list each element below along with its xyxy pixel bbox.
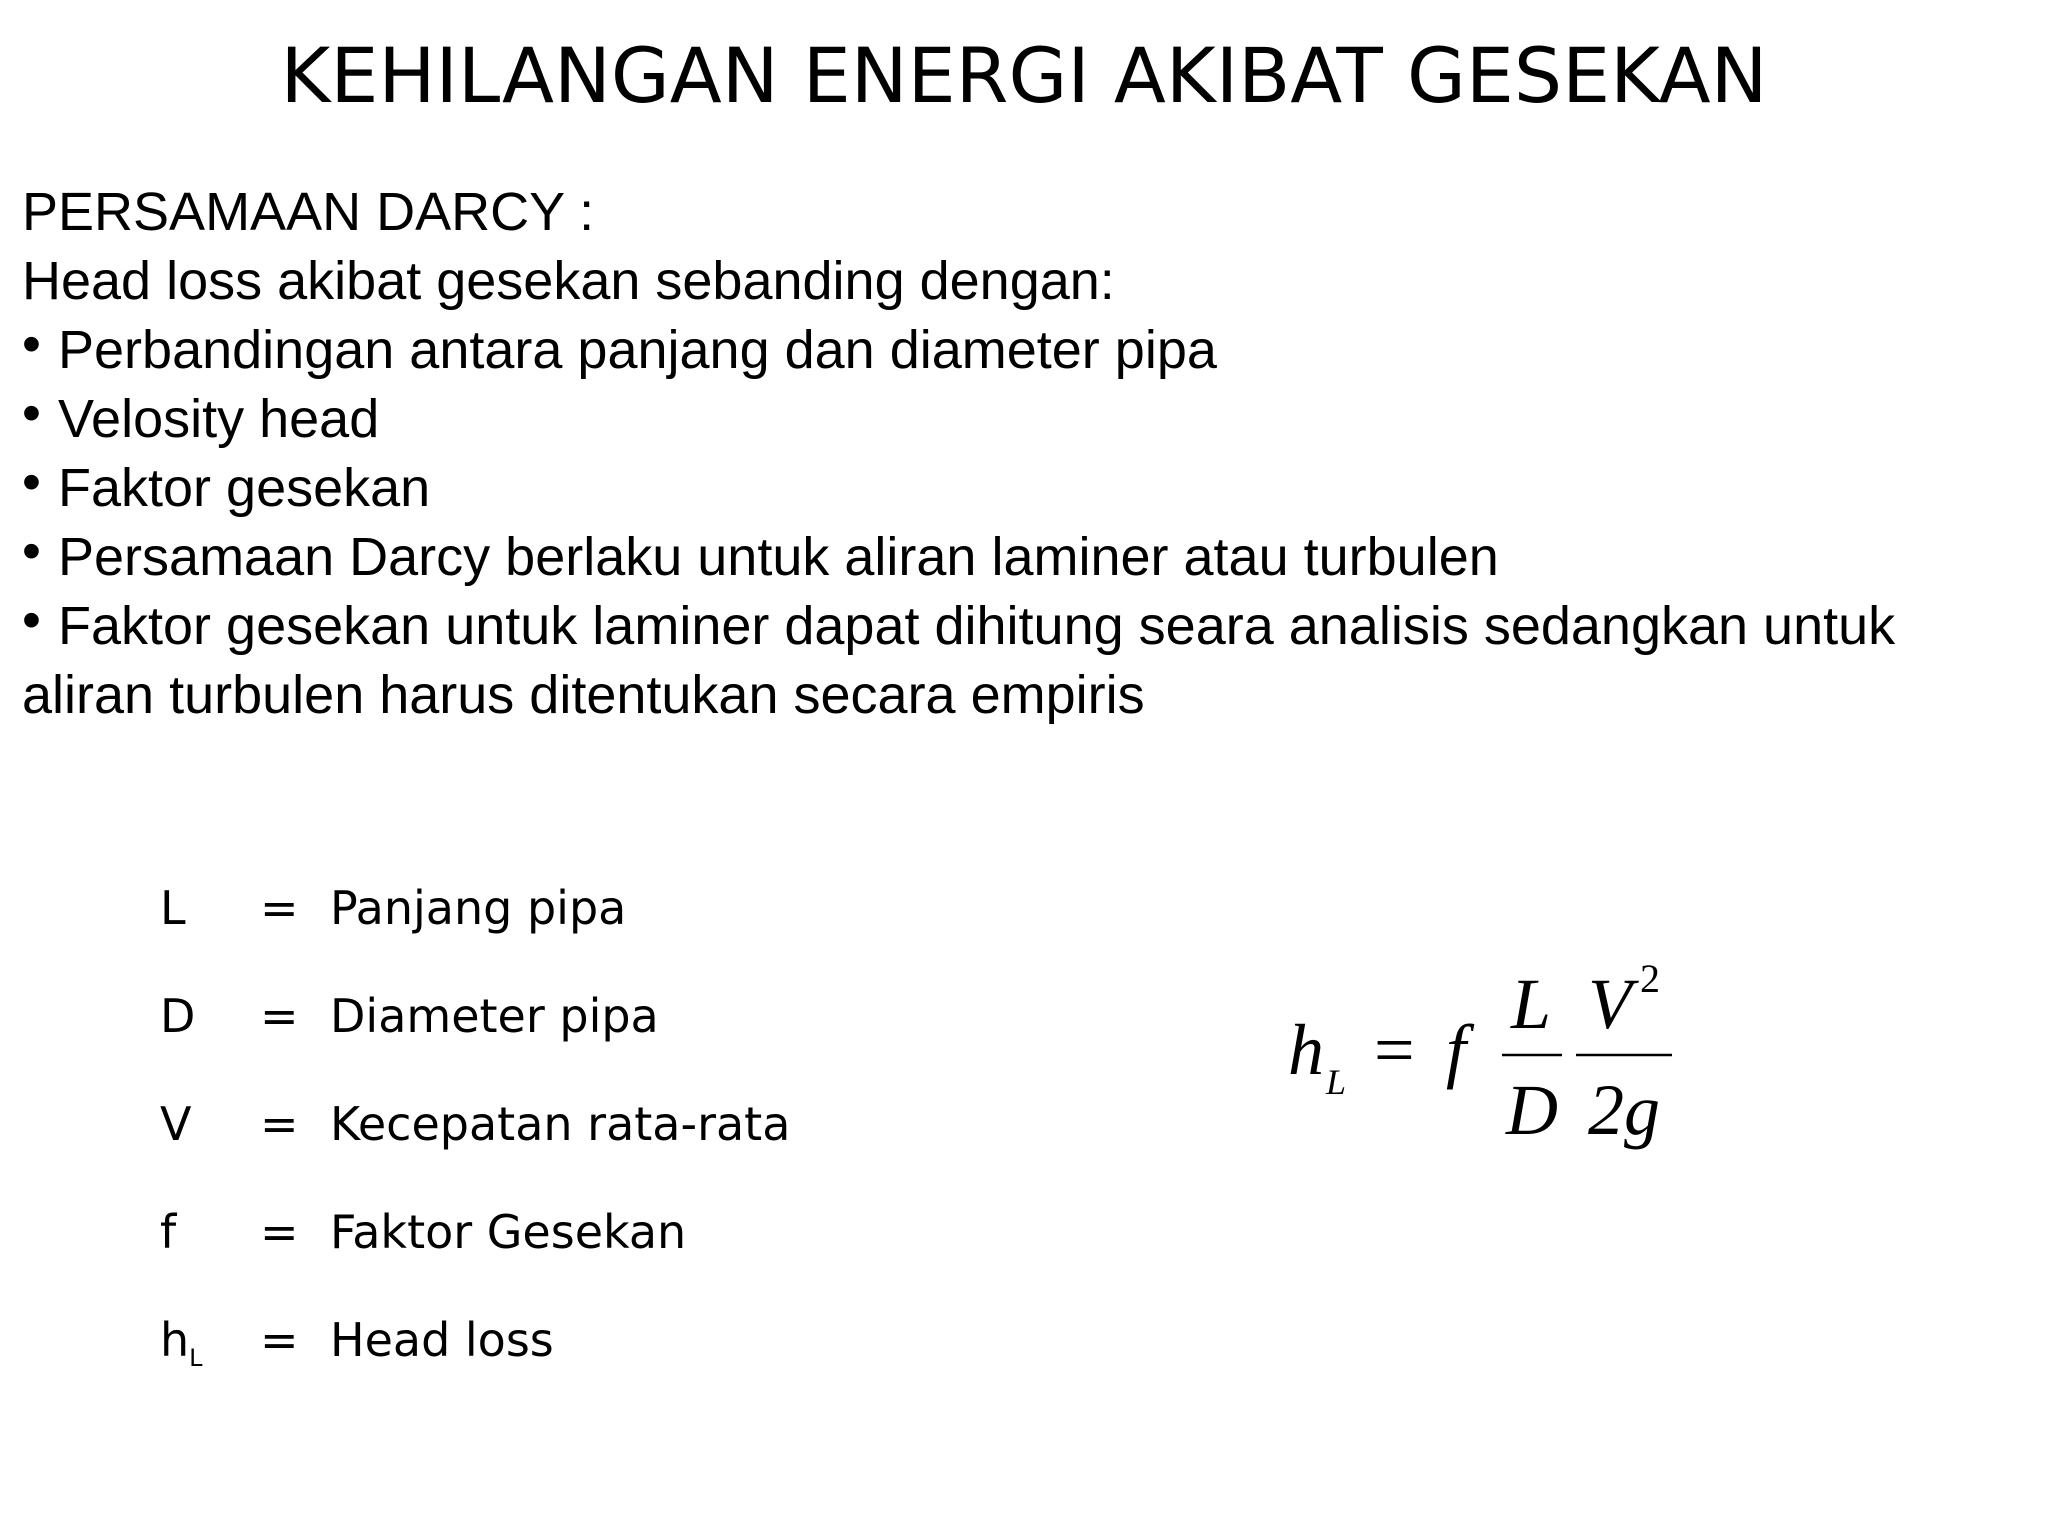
bullet-item xyxy=(22,592,2032,661)
variable-definitions xyxy=(160,880,960,1420)
definition-description: Faktor Gesekan xyxy=(330,1205,687,1259)
definition-row xyxy=(160,988,960,1096)
formula-equals: = xyxy=(1374,1010,1415,1090)
bullet-icon: • xyxy=(22,314,41,374)
fraction1-denominator: D xyxy=(1506,1070,1558,1150)
bullet-item xyxy=(22,523,2032,592)
definition-symbol: L xyxy=(160,881,186,935)
fraction2-numerator: V xyxy=(1588,964,1632,1044)
section-heading: PERSAMAAN DARCY : xyxy=(22,182,595,242)
definition-equals: = xyxy=(260,881,299,935)
definition-description: Diameter pipa xyxy=(330,989,659,1043)
formula-svg xyxy=(1288,952,1708,1152)
body-text xyxy=(22,178,2032,730)
definition-description: Head loss xyxy=(330,1313,554,1367)
definition-symbol: V xyxy=(160,1097,192,1151)
bullet-icon: • xyxy=(22,521,41,581)
definition-row xyxy=(160,1312,960,1420)
definition-equals: = xyxy=(260,1205,299,1259)
bullet-text: Perbandingan antara panjang dan diameter pipa xyxy=(58,320,1217,380)
definition-row xyxy=(160,880,960,988)
bullet-icon: • xyxy=(22,590,41,650)
bullet-text: Velosity head xyxy=(58,389,380,449)
slide-title: KEHILANGAN ENERGI AKIBAT GESEKAN xyxy=(280,31,1768,120)
formula-factor: f xyxy=(1446,1010,1467,1090)
bullet-icon: • xyxy=(22,452,41,512)
formula-lhs-subscript: L xyxy=(1326,1062,1347,1102)
bullet-item xyxy=(22,454,2032,523)
definition-equals: = xyxy=(260,1097,299,1151)
fraction2-denominator: 2g xyxy=(1588,1070,1660,1150)
definition-description: Panjang pipa xyxy=(330,881,627,935)
definition-equals: = xyxy=(260,989,299,1043)
definition-symbol: D xyxy=(160,989,196,1043)
definition-symbol: f xyxy=(160,1205,177,1259)
bullet-icon: • xyxy=(22,383,41,443)
formula-lhs: h xyxy=(1288,1010,1324,1090)
definition-symbol: $h_L$ xyxy=(160,1313,203,1372)
bullet-continuation: aliran turbulen harus ditentukan secara empiris xyxy=(22,665,1145,725)
bullet-text: Faktor gesekan xyxy=(58,458,431,518)
bullet-text: Persamaan Darcy berlaku untuk aliran laminer atau turbulen xyxy=(58,527,1499,587)
bullet-text: Faktor gesekan untuk laminer dapat dihitung seara analisis sedangkan untuk xyxy=(58,596,1896,656)
bullet-item xyxy=(22,316,2032,385)
bullet-item xyxy=(22,385,2032,454)
fraction1-numerator: L xyxy=(1510,964,1552,1044)
definition-row xyxy=(160,1204,960,1312)
darcy-formula xyxy=(1288,952,1708,1152)
definition-row xyxy=(160,1096,960,1204)
definition-equals: = xyxy=(260,1313,299,1367)
lead-text: Head loss akibat gesekan sebanding dengan: xyxy=(22,251,1115,311)
fraction2-numerator-power: 2 xyxy=(1640,956,1660,1001)
definition-description: Kecepatan rata-rata xyxy=(330,1097,791,1151)
